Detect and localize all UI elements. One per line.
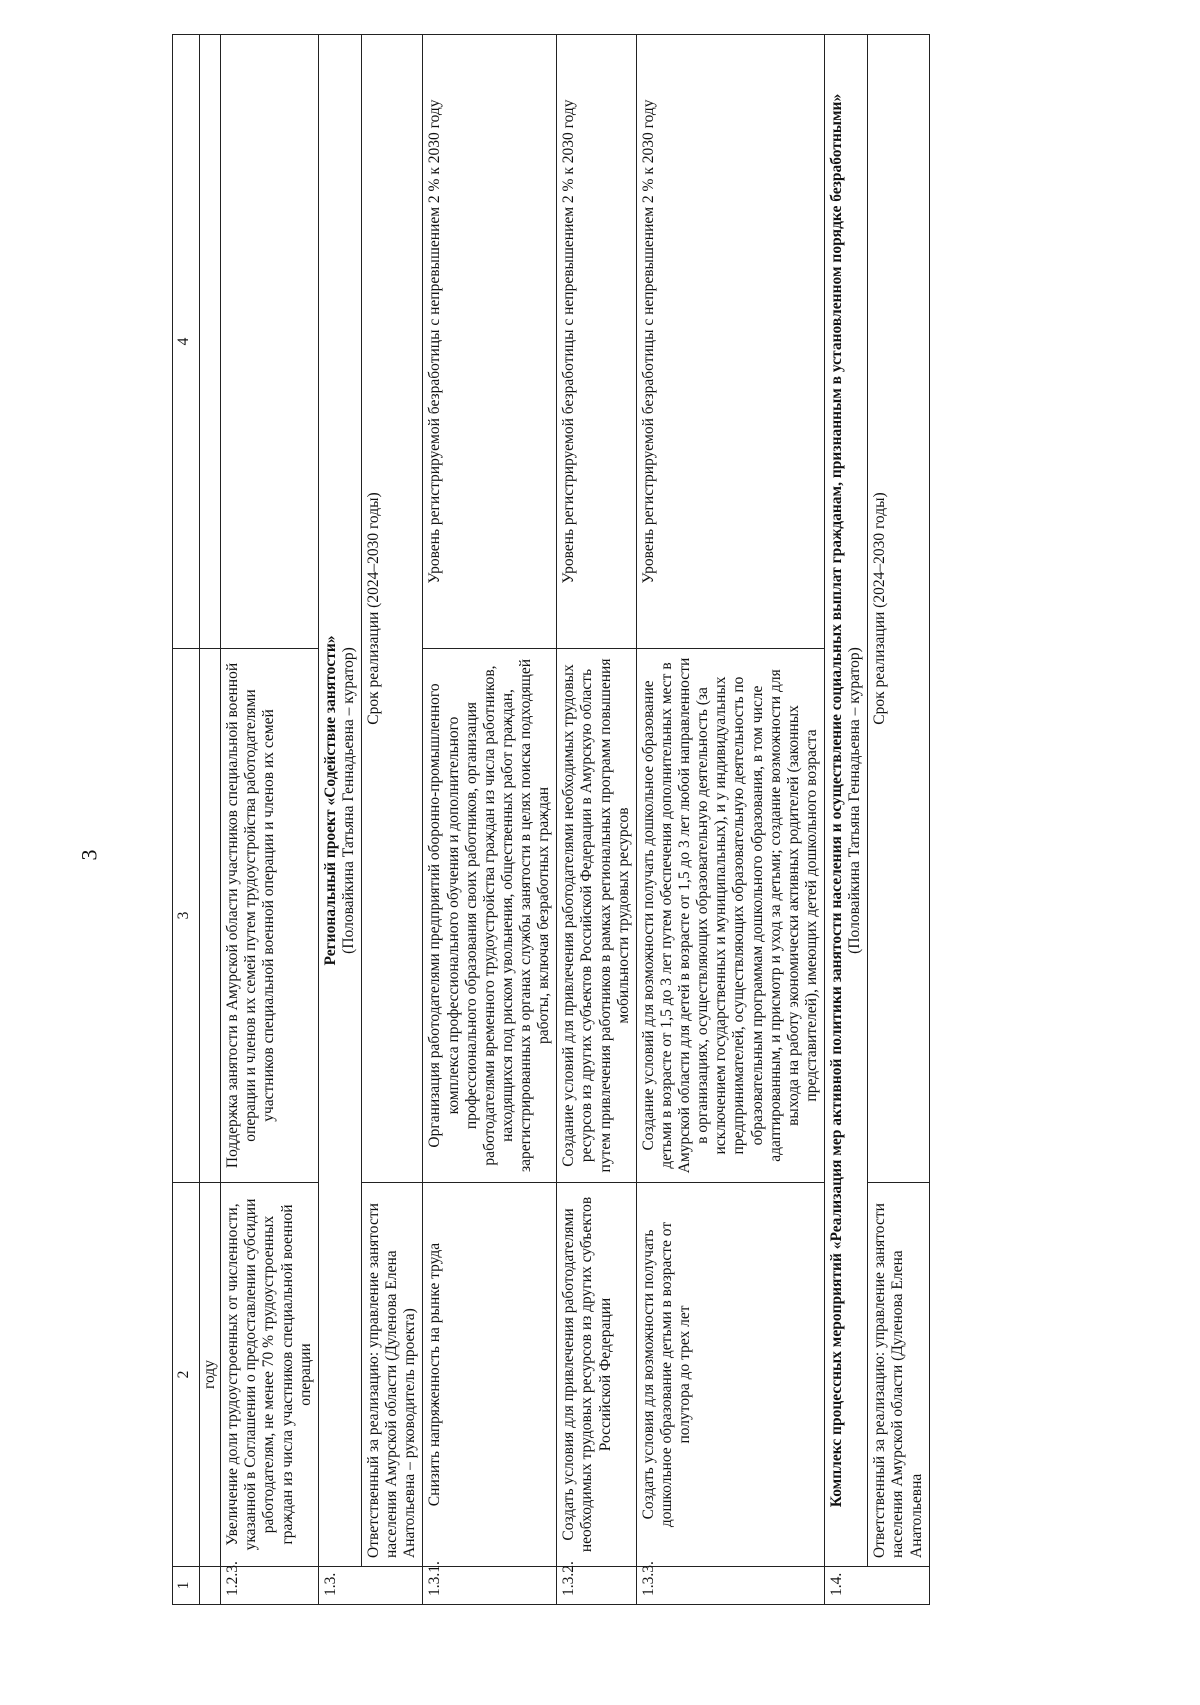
- header-col-2: 2: [173, 1183, 200, 1567]
- section-title: Региональный проект «Содействие занятости»: [321, 635, 339, 966]
- table-row: [636, 35, 824, 1605]
- section-1-3-responsible-row: [362, 35, 423, 1605]
- section-responsible: Ответственный за реализацию: управление занятости населения Амурской области (Дуленова Елена Анатольевна – руководитель проекта): [362, 1183, 423, 1567]
- header-col-3: 3: [173, 649, 200, 1183]
- row-number: 1.2.3.: [221, 1567, 319, 1605]
- section-1-4-responsible-row: [868, 35, 929, 1605]
- section-term: Срок реализации (2024–2030 годы): [362, 35, 423, 1183]
- continuation-col4: [200, 35, 221, 649]
- section-title-cell: [825, 35, 868, 1567]
- section-responsible: Ответственный за реализацию: управление занятости населения Амурской области (Дуленова Елена Анатольевна: [868, 1183, 929, 1567]
- indicator-text: Уровень регистрируемой безработицы с непревышением 2 % к 2030 году: [423, 35, 557, 649]
- section-1-3-title-row: [318, 35, 361, 1605]
- description-text: Организация работодателями предприятий оборонно-промышленного комплекса профессионального обучения и дополнительного профессионального образования своих работников, организация работодателями временного трудоустройства граждан из числа работников, находящихся под риском увольнения, общественных работ граждан, зарегистрированных в органах службы занятости в целях поиска подходящей работы, включая безработных граждан: [423, 649, 557, 1183]
- description-text: Создание условий для привлечения работодателями необходимых трудовых ресурсов из других субъектов Российской Федерации в Амурскую область путем привлечения работников в рамках региональных программ повышения мобильности трудовых ресурсов: [557, 649, 637, 1183]
- indicator-text: Уровень регистрируемой безработицы с непревышением 2 % к 2030 году: [557, 35, 637, 649]
- continuation-row: [200, 35, 221, 1605]
- description-text: Поддержка занятости в Амурской области участников специальной военной операции и членов их семей путем трудоустройства работодателями участников специальной военной операции и членов их семей: [221, 649, 319, 1183]
- header-row: [173, 35, 200, 1605]
- page-number: 3: [76, 849, 102, 861]
- description-text: Создание условий для возможности получать дошкольное образование детьми в возрасте от 1,5 до 3 лет путем обеспечения дополнительных мест в Амурской области для детей в возрасте от 1,5 до 3 лет любой направленности в организациях, осуществляющих образовательную деятельность (за исключением государственных и муниципальных), и у индивидуальных предпринимателей, осуществляющих образовательную деятельность по образовательным программам дошкольного образования, в том числе адаптированным, и присмотр и уход за детьми; создание возможности для выхода на работу экономически активных родителей (законных представителей), имеющих детей дошкольного возраста: [636, 649, 824, 1183]
- header-col-4: 4: [173, 35, 200, 649]
- section-curator: (Половайкина Татьяна Геннадьевна – куратор): [339, 647, 357, 954]
- rotated-page-content: [172, 35, 1172, 1605]
- section-title: Комплекс процессных мероприятий «Реализация мер активной политики занятости населения и осуществление социальных выплат гражданам, признанным в установленном порядке безработными»: [828, 93, 845, 1508]
- table-row: [557, 35, 637, 1605]
- section-term: Срок реализации (2024–2030 годы): [868, 35, 929, 1183]
- row-number: 1.3.2.: [557, 1567, 637, 1605]
- task-text: Создать условия для привлечения работодателями необходимых трудовых ресурсов из других субъектов Российской Федерации: [557, 1183, 637, 1567]
- task-text: Создать условия для возможности получать дошкольное образование детьми в возрасте от полутора до трех лет: [636, 1183, 824, 1567]
- indicator-text: [221, 35, 319, 649]
- continuation-col3: [200, 649, 221, 1183]
- program-table: [172, 34, 930, 1605]
- table-row: [423, 35, 557, 1605]
- row-number: 1.3.1.: [423, 1567, 557, 1605]
- row-number: 1.3.: [318, 1567, 423, 1605]
- row-number: 1.4.: [825, 1567, 930, 1605]
- section-title-cell: [318, 35, 361, 1567]
- section-curator: (Половайкина Татьяна Геннадьевна – куратор): [846, 647, 864, 954]
- indicator-text: Уровень регистрируемой безработицы с непревышением 2 % к 2030 году: [636, 35, 824, 649]
- header-col-1: 1: [173, 1567, 200, 1605]
- table-row: [221, 35, 319, 1605]
- row-number: 1.3.3.: [636, 1567, 824, 1605]
- section-1-4-title-row: [825, 35, 868, 1605]
- continuation-num: [200, 1567, 221, 1605]
- task-text: Снизить напряженность на рынке труда: [423, 1183, 557, 1567]
- continuation-text: году: [200, 1183, 221, 1567]
- task-text: Увеличение доли трудоустроенных от численности, указанной в Соглашении о предоставлении субсидии работодателям, не менее 70 % трудоустроенных граждан из числа участников специальной военной операции: [221, 1183, 319, 1567]
